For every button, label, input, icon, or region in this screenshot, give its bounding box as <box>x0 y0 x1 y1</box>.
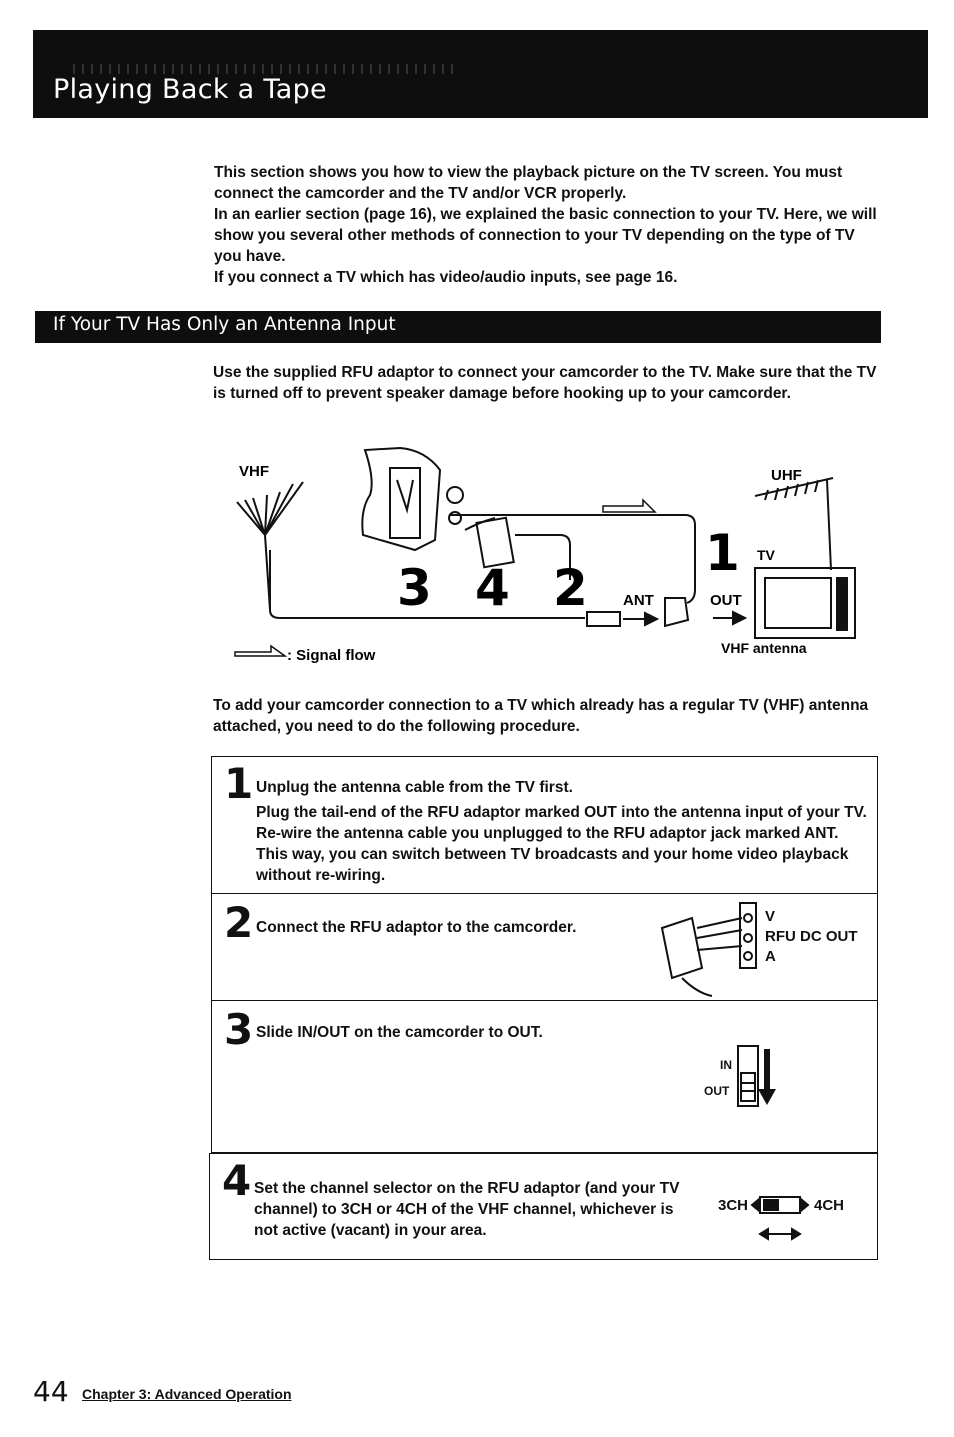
step-body: Plug the tail-end of the RFU adaptor marked OUT into the antenna input of your TV. Re-wire the antenna cable you unplugged to the RFU adaptor jack marked ANT. This way, you can switch between TV broadcasts and your home video playback without re-wiring. <box>256 804 867 884</box>
callout-4: 4 <box>475 559 510 617</box>
label-in: IN <box>720 1058 732 1072</box>
label-vhf: VHF <box>239 463 269 480</box>
title-bar <box>33 30 928 118</box>
intro-paragraph: If you connect a TV which has video/audio inputs, see page 16. <box>214 269 678 286</box>
callout-3: 3 <box>397 559 432 617</box>
step-number: 3 <box>224 1005 254 1054</box>
callout-2: 2 <box>553 559 588 617</box>
page-number: 44 <box>33 1375 69 1408</box>
label-tv: TV <box>757 547 775 563</box>
step-1-box <box>211 756 878 894</box>
label-a: A <box>765 948 776 965</box>
label-rfu-dc-out: RFU DC OUT <box>765 928 858 945</box>
connection-diagram <box>225 440 865 670</box>
section-title: If Your TV Has Only an Antenna Input <box>53 314 396 335</box>
step-number: 2 <box>224 898 254 947</box>
step-4-box <box>209 1153 878 1260</box>
section-lead: Use the supplied RFU adaptor to connect your camcorder to the TV. Make sure that the TV is turned off to prevent speaker damage before hooking up to your camcorder. <box>213 364 877 402</box>
step-number: 1 <box>224 759 254 808</box>
section-bar <box>35 311 881 343</box>
intro-paragraph: In an earlier section (page 16), we explained the basic connection to your TV. Here, we will show you several other methods of connection to your TV depending on the type of TV you have. <box>214 206 877 265</box>
intro-text <box>214 162 879 288</box>
label-v: V <box>765 908 776 925</box>
print-noise <box>73 64 453 74</box>
step-number: 4 <box>222 1156 252 1205</box>
channel-selector-icon <box>750 1194 814 1244</box>
label-vhf-antenna: VHF antenna <box>721 640 807 656</box>
step-2-box <box>211 893 878 1001</box>
label-signal-flow: : Signal flow <box>287 647 376 664</box>
callout-1: 1 <box>705 524 740 582</box>
label-3ch: 3CH <box>718 1197 749 1214</box>
label-out: OUT <box>710 592 742 609</box>
label-4ch: 4CH <box>814 1197 845 1214</box>
page-title: Playing Back a Tape <box>53 74 327 105</box>
label-uhf: UHF <box>771 467 802 484</box>
step-3-box <box>211 1000 878 1153</box>
in-out-switch-icon <box>736 1041 786 1111</box>
rfu-jack-illustration <box>652 898 762 998</box>
procedure-intro: To add your camcorder connection to a TV which already has a regular TV (VHF) antenna attached, you need to do the following procedure. <box>213 697 869 735</box>
label-out: OUT <box>704 1084 730 1098</box>
step-heading: Slide IN/OUT on the camcorder to OUT. <box>256 1024 543 1041</box>
chapter-label: Chapter 3: Advanced Operation <box>82 1386 292 1402</box>
label-ant: ANT <box>623 592 654 609</box>
step-heading: Connect the RFU adaptor to the camcorder. <box>256 919 577 936</box>
step-heading: Unplug the antenna cable from the TV first. <box>256 779 573 796</box>
step-heading: Set the channel selector on the RFU adaptor (and your TV channel) to 3CH or 4CH of the VHF channel, whichever is not active (vacant) in your area. <box>254 1180 680 1239</box>
intro-paragraph: This section shows you how to view the playback picture on the TV screen. You must connect the camcorder and the TV and/or VCR properly. <box>214 164 843 202</box>
